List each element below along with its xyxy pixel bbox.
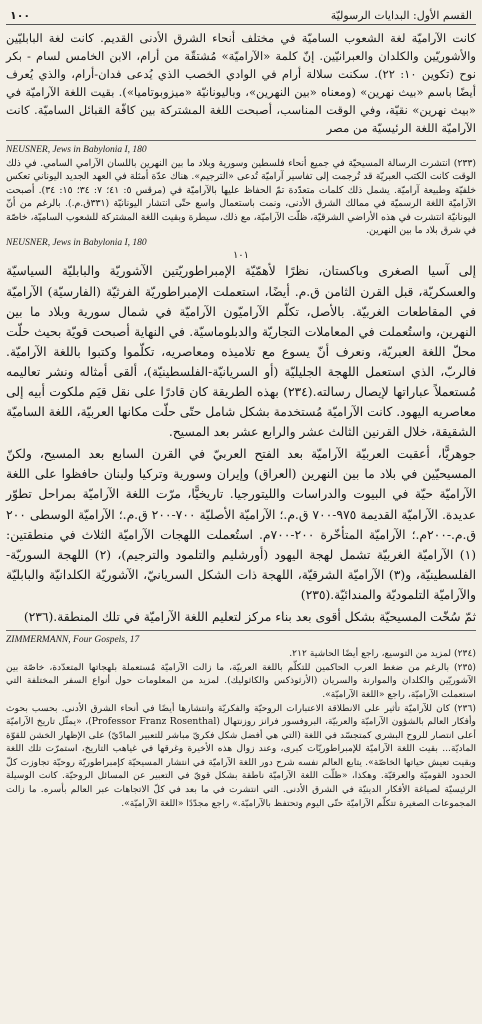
footnotes: [6, 634, 476, 810]
page-header: [6, 2, 476, 25]
footnote-236: (٢٣٦) كان للآراميّة تأثير على الانطلاقة الاعتبارات الروحيّة والفكريّة وانتشارها أيضًا في أنحاء الشرق الأدنى. بحسب بحوث وأفكار العالم بالشؤون الآراميّة والعربيّة، البروفسور فرانز روزنتهال (Professor Franz Rosenthal)، «يمثّل تاريخ الآراميّة أعلى انتصار للروح البشري كمتجسّد في اللغة (التي هي أفضل شكل فكريّ مباشر للتعبير المادّيّ) على الإظهار الخشن للقوّة الماديّة... بقيت اللغة الآراميّة للإمبراطوريّات كبرى، وعند زوال هذه الأخيرة وغرقها في غياهب التاريخ، استمرّت تلك اللغة وبقيت تعيش حياتها الخاصّة». يتابع العالم نفسه شرح دور اللغة الآراميّة في انتشار المسيحيّة كإمبراطوريّة روحيّة تجاوزت كلّ الحدود القوميّة والعرقيّة. وهكذا، «ظلّت اللغة الآراميّة ناطقة بشكل قويّ في التعبير عن المسائل الروحيّة. كانت الوسيلة الرئيسيّة لصياغة الأفكار الدينيّة في الشرق الأدنى. التي انتشرت في ما بعد في كلّ الاتجاهات عبر العالم بأسره. ما زالت المجموعات الصغيرة تتكلّم الآراميّة حتّى اليوم وتحتفظ بالآراميّة.» راجع مجدّدًا «اللغة الآراميّة».: [6, 702, 476, 809]
section-title: القسم الأول: البدايات الرسوليّة: [330, 9, 472, 22]
main-text: [6, 261, 476, 627]
book-page: [6, 2, 476, 810]
footnote-reference: ZIMMERMANN, Four Gospels, 17: [6, 635, 140, 646]
paragraph: ثمّ سُخّت المسيحيّة بشكل أقوى بعد بناء مركز لتعليم اللغة الآراميّة في تلك المنطقة.(٢٣٦): [23, 610, 476, 625]
paragraph: إلى آسيا الصغرى وباكستان، نظرًا لأهمّيّة الإمبراطوريّتين الآشوريّة والبابليّة السياسيّة والعسكريّة، قبل القرن الثامن ق.م. أيضًا، استعملت الإمبراطوريّة الفرثيّة (الفارسيّة) الآراميّة في المقاطعات الغربيّة. بالأصل، تكلّم الآراميّون الآراميّة في شمال سورية وبلاد ما بين النهرين، واستُعملت في المعاملات التجاريّة والدبلوماسيّة. في النهاية أصبحت قويّة بحيث حلّت محلّ اللغة العبريّة، ونعرف أنّ يسوع مع تلاميذه ومعاصريه، تكلّموا وكتبوا باللغة الآراميّة. فالربّ، الذي استعمل اللهجة الجليليّة (أو السريانيّة-الفلسطينيّة)، ألقى أمثاله ونشر تعاليمه مُستعملاً عباراتها لإيصال رسالته.(٢٣٤) بهذه الطريقة كان قادرًا على نقل قيَم ملكوت أبيه إلى معاصريه اليهود. كانت الآراميّة مُستخدمة بشكل شامل حتّى حلّت مكانها العربيّة، اللغة الساميّة الشقيقة، خلال القرنين الثالث عشر والرابع عشر بعد المسيح.: [6, 264, 476, 440]
top-paragraph: كانت الآراميّة لغة الشعوب الساميّة في مختلف أنحاء الشرق الأدنى القديم. كانت لغة البابليّين والأشوريّين والكلدان والعبرانيّين. إنّ كلمة «الآراميّة» مُشتقّة من أرام، الابن الخامس لسام - بكر نوح (تكوين ١٠: ٢٢). سكنت سلالة أرام في الوادي الخصب الذي يُدعى فدان-أرام، والذي يُعرف أيضًا باسم «بيث نهرين» (ومعناه «بين النهرين»، وباليونانيّة «ميزوبوتاميا»). بقيت اللغة الآراميّة في «بيث نهرين» نقيّة، وفي الوقت المناسب، أصبحت اللغة المشتركة بين كافّة القبائل الساميّة. كانت الآراميّة اللغة الرئيسيّة من مصر: [6, 31, 477, 135]
footnote-235: (٢٣٥) بالرغم من ضغط العرب الحاكمين للتكلّم باللغة العربيّة، ما زالت الآراميّة مُستعملة بلهجاتها المتعدّدة، خاصّة بين الآشوريّين والكلدان والموارنة والسريان (الأرثوذكس والكاثوليك). لمزيد من المعلومات حول أنواع السفر المختلفة التي استعملت الآراميّة، راجع «اللغة الآراميّة».: [6, 661, 476, 700]
footnote-reference: NEUSNER, Jews in Babylonia I, 180: [6, 238, 147, 249]
paragraph: جوهريًّا، أعقبت العربيّة الآراميّة بعد الفتح العربيّ في القرن السابع بعد المسيح، ولكنّ المسيحيّين في بلاد ما بين النهرين (العراق) وإيران وسورية وتركيا ولبنان حافظوا على اللغة الآراميّة حيّة في البيوت والدراسات والليتورجيا. تاريخيًّا، مرّت اللغة الآراميّة بمراحل تطوّر عديدة. الآراميّة القديمة ٩٧٥-٧٠٠ ق.م.؛ الآراميّة الأصليّة ٧٠٠-٢٠٠ ق.م.؛ الآراميّة الوسطى ٢٠٠ ق.م.-٢٠٠م.؛ الآراميّة المتأخّرة ٢٠٠-٧٠٠م. استُعملت اللهجات الآراميّة الثلاث في منطقتين: (١) الآراميّة الغربيّة تشمل لهجة اليهود (أورشليم والتلمود والترجيم)، (٢) اللهجة السوريّة-الفلسطينيّة، و(٣) الآراميّة الشرقيّة، اللهجة ذات الشكل السريانيّ، الآشوريّة الكلدانيّة والبابليّة والآراميّة التلموديّة والمندائيّة.(٢٣٥): [6, 447, 476, 602]
page-number: ١٠٠: [10, 9, 31, 22]
footnote-234: (٢٣٤) لمزيد من التوسيع، راجع أيضًا الحاشية ٢١٢.: [289, 648, 476, 660]
footnote-reference: NEUSNER, Jews in Babylonia I, 180: [6, 145, 147, 155]
footnote-233: (٢٣٣) انتشرت الرسالة المسيحيّة في جميع أنحاء فلسطين وسورية وبلاد ما بين النهرين باللسان الآرامي السامي. في ذلك الوقت كانت الكتب العبريّة قد تُرجمت إلى تفاسير آراميّة تُدعى «الترجيم». هناك عدّة أمثلة في العهد الجديد اليوناني تعكس خلفيّة وطبيعة آراميّة. يشمل ذلك كلمات متعدّدة تمّ الحفاظ عليها بالآراميّة في (مرقس ٥: ٤١؛ ٧: ٣٤؛ ١٥: ٣٤). أصبحت الآراميّة اللغة الرسميّة في ممالك الشرق الأدنى، ونمت باستعمال واسع حتّى انتشار اليونانيّة (٣٣١ق.م.). بالرغم من أنّ اليونانيّة انتشرت في هذه الأراضي الشرقيّة، ظلّت الآراميّة، مع ذلك، سيطرة وبقيت اللغة المشتركة للشعوب الساميّة، خاصّة في شرق بلاد ما بين النهرين.: [6, 158, 476, 237]
page-break-number: ١٠١: [232, 250, 250, 262]
footnote-divider: [6, 630, 476, 631]
footnote-divider: [6, 140, 476, 141]
